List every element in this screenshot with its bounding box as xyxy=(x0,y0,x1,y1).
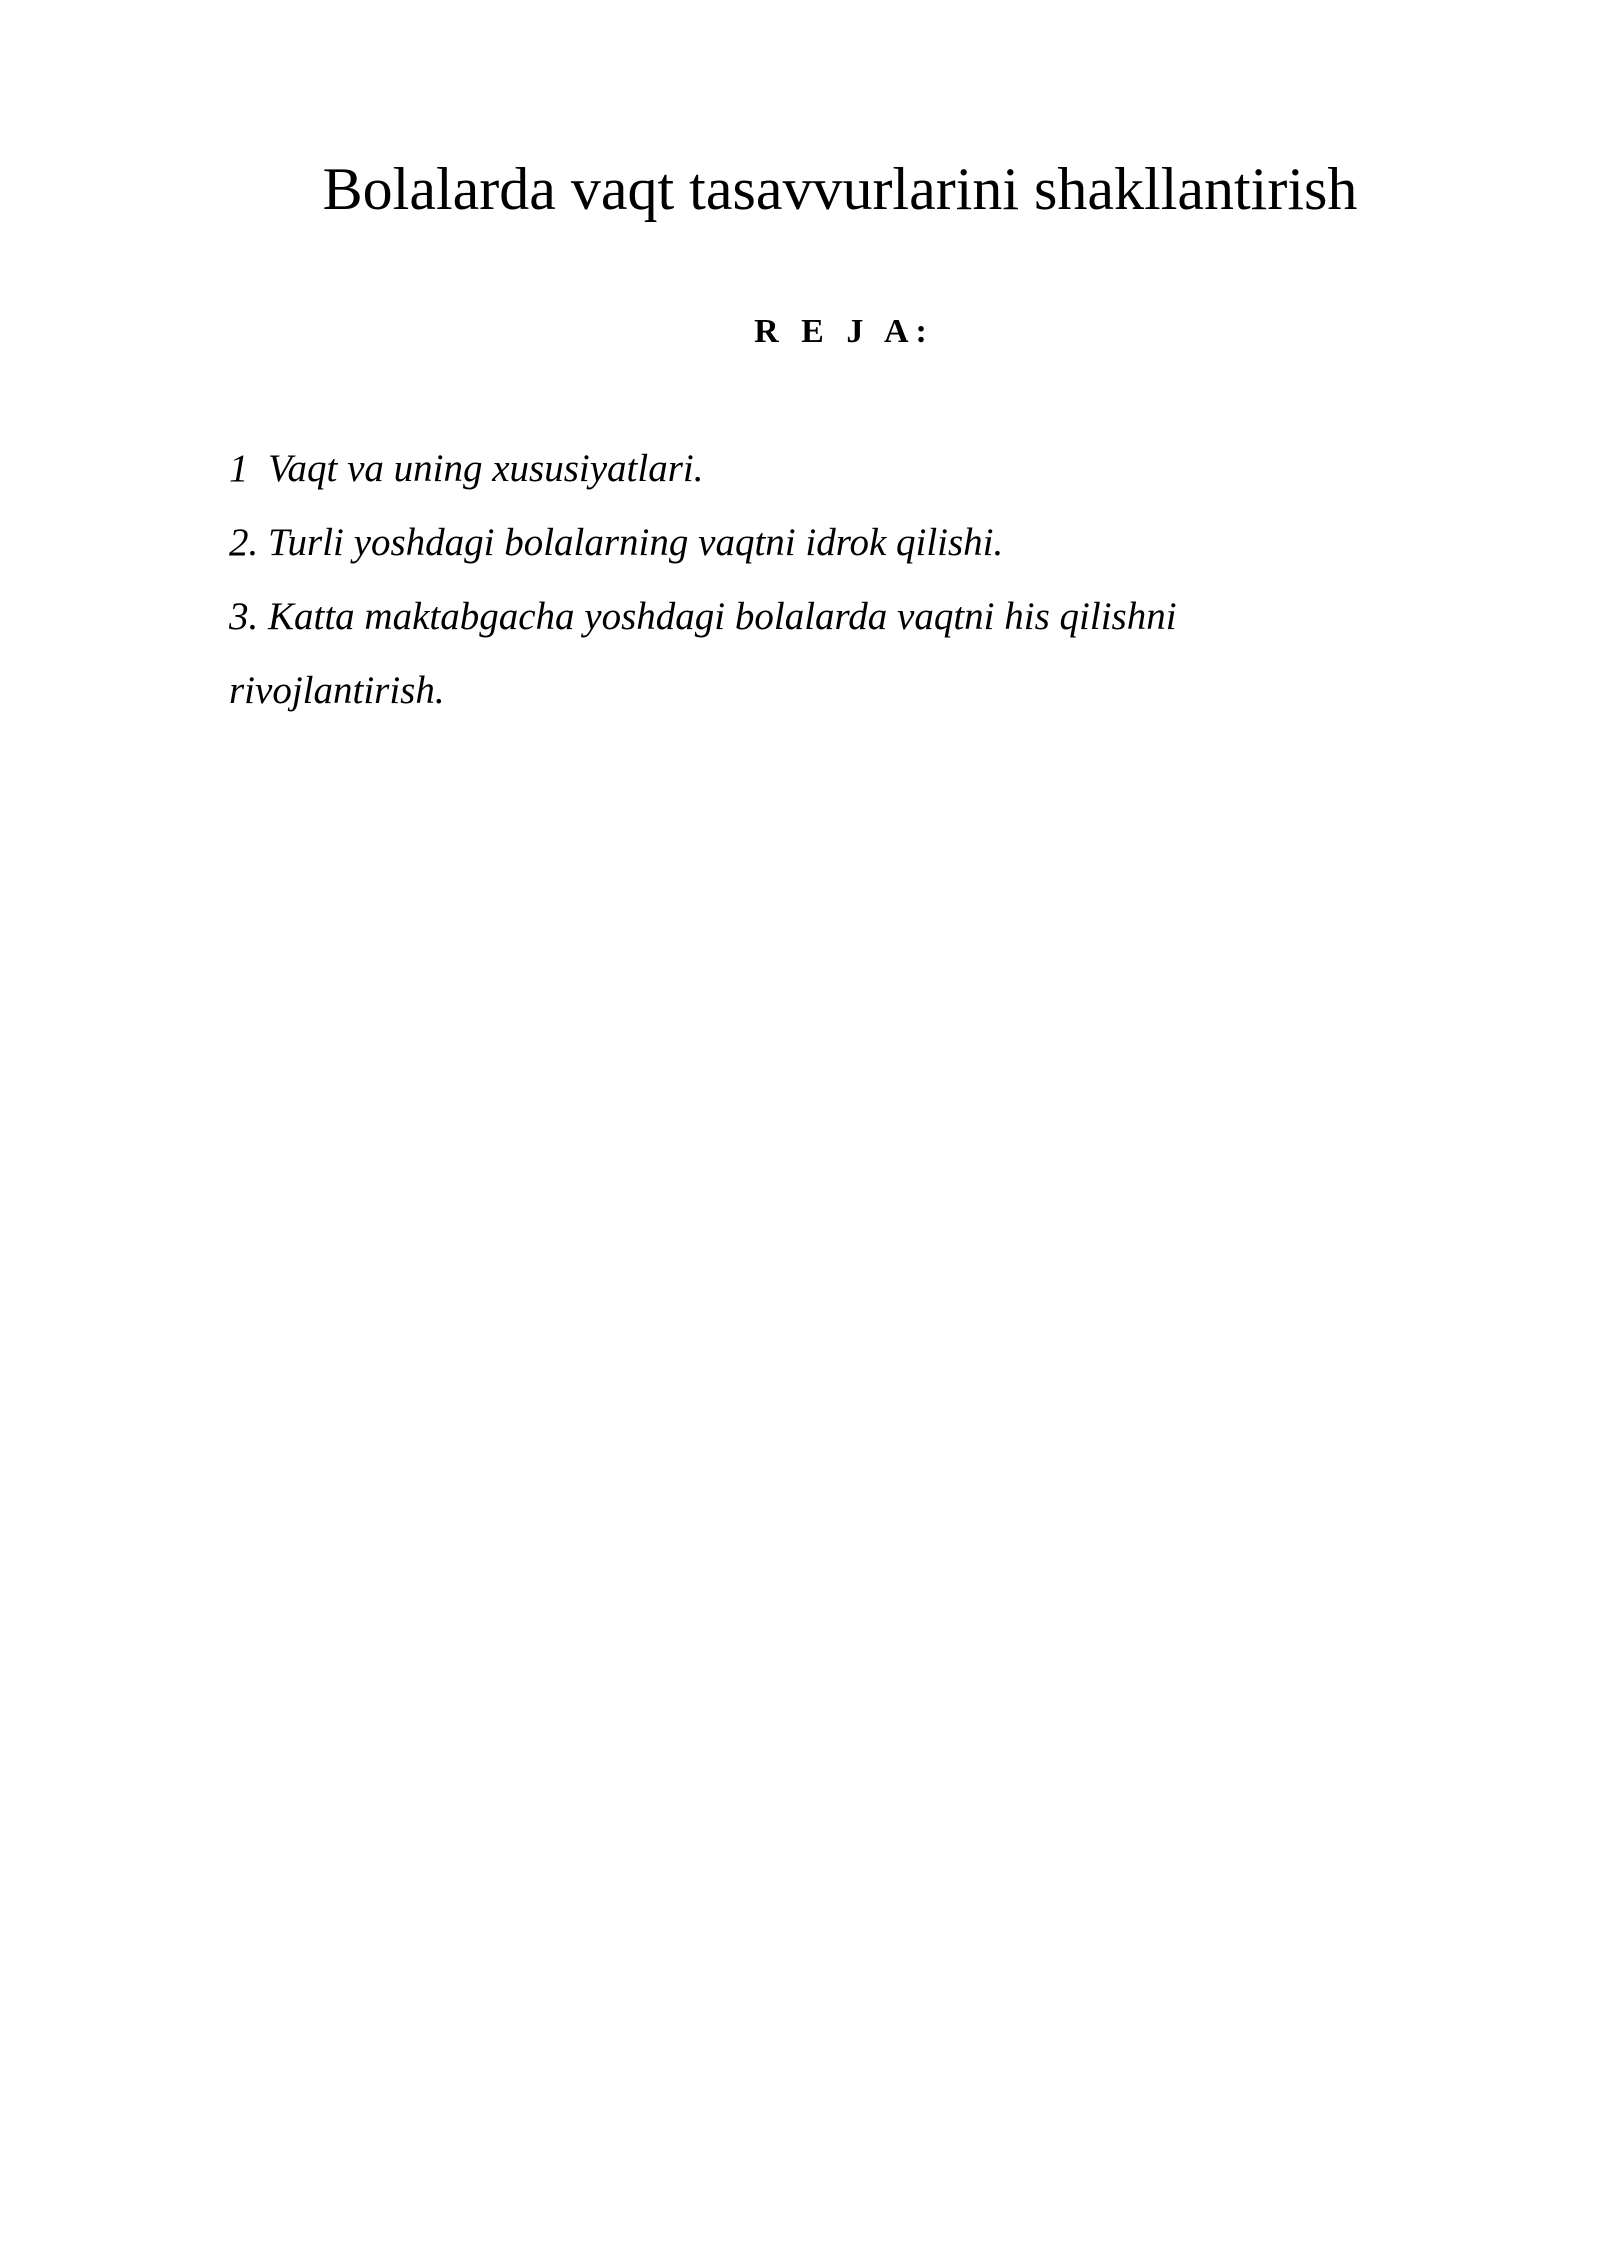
plan-item-text: Katta maktabgacha yoshdagi bolalarda vaqtni his qilishni xyxy=(268,595,1177,638)
plan-item-number: 3. xyxy=(229,595,259,638)
plan-item-text: Vaqt va uning xususiyatlari. xyxy=(268,447,704,490)
plan-item-number: 2. xyxy=(229,521,259,564)
plan-heading: R E J A: xyxy=(754,313,934,350)
plan-item-continuation: rivojlantirish. xyxy=(229,669,445,712)
document-title: Bolalarda vaqt tasavvurlarini shakllantirish xyxy=(322,156,1358,222)
plan-item-2 xyxy=(229,506,1449,580)
plan-item-1 xyxy=(229,432,1449,506)
plan-item-3 xyxy=(229,580,1449,728)
plan-item-number: 1 xyxy=(229,447,249,490)
plan-item-text: Turli yoshdagi bolalarning vaqtni idrok qilishi. xyxy=(268,521,1004,564)
plan-list xyxy=(229,432,1449,728)
